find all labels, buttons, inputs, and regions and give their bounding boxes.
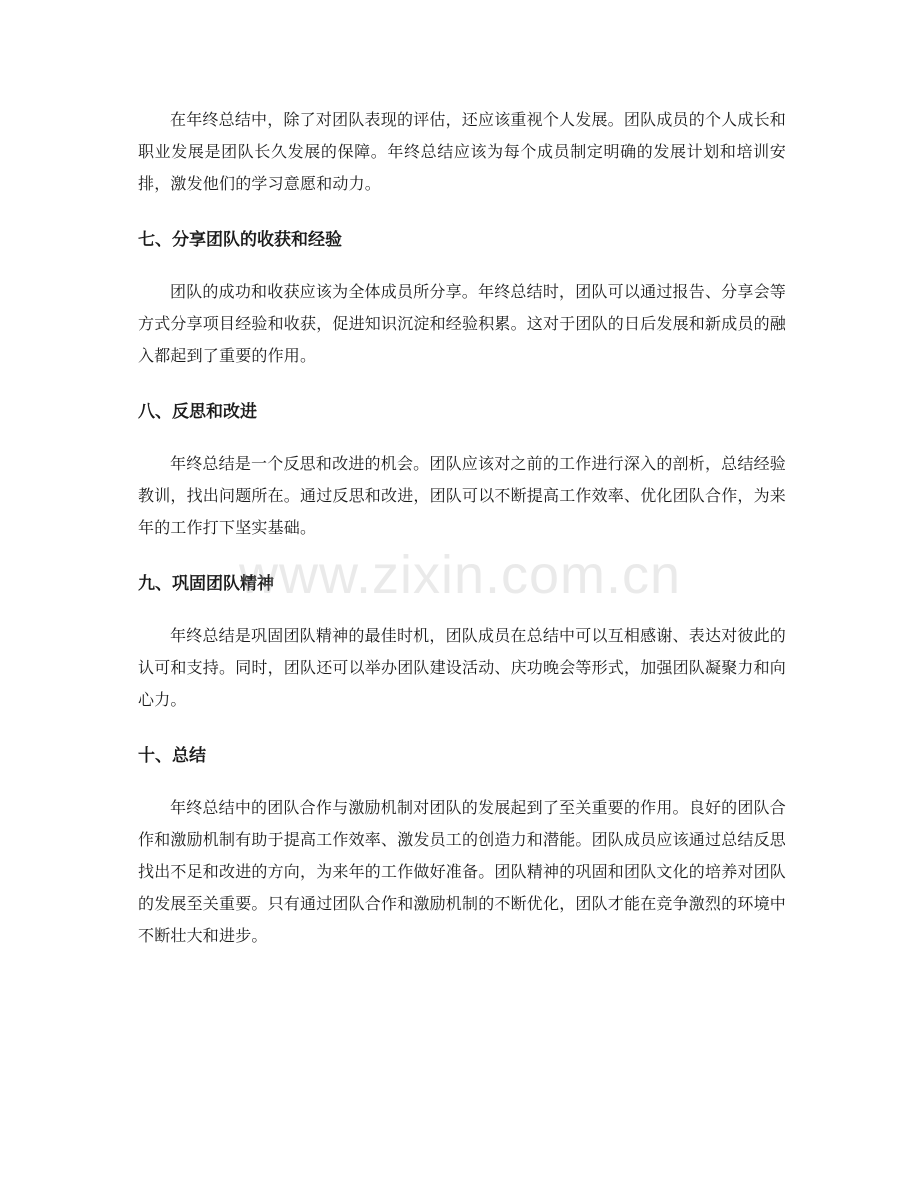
section-paragraph-7: 团队的成功和收获应该为全体成员所分享。年终总结时，团队可以通过报告、分享会等方式分享项目经验和收获，促进知识沉淀和经验积累。这对于团队的日后发展和新成员的融入都起到了重要的作用。 [138,282,787,365]
section-paragraph-8: 年终总结是一个反思和改进的机会。团队应该对之前的工作进行深入的剖析，总结经验教训，找出问题所在。通过反思和改进，团队可以不断提高工作效率、优化团队合作，为来年的工作打下坚实基础。 [138,454,787,537]
document-body [138,104,786,952]
section-paragraph-10: 年终总结中的团队合作与激励机制对团队的发展起到了至关重要的作用。良好的团队合作和激励机制有助于提高工作效率、激发员工的创造力和潜能。团队成员应该通过总结反思找出不足和改进的方向，为来年的工作做好准备。团队精神的巩固和团队文化的培养对团队的发展至关重要。只有通过团队合作和激励机制的不断优化，团队才能在竞争激烈的环境中不断壮大和进步。 [138,798,787,945]
intro-paragraph: 在年终总结中，除了对团队表现的评估，还应该重视个人发展。团队成员的个人成长和职业发展是团队长久发展的保障。年终总结应该为每个成员制定明确的发展计划和培训安排，激发他们的学习意愿和动力。 [138,110,786,193]
section-heading-8: 八、反思和改进 [138,402,257,422]
section-heading-7: 七、分享团队的收获和经验 [138,230,342,250]
section-heading-10: 十、总结 [138,746,206,766]
section-heading-9: 九、巩固团队精神 [138,574,274,594]
section-paragraph-9: 年终总结是巩固团队精神的最佳时机，团队成员在总结中可以互相感谢、表达对彼此的认可和支持。同时，团队还可以举办团队建设活动、庆功晚会等形式，加强团队凝聚力和向心力。 [138,626,787,709]
watermark: www.zixin.com.cn [238,545,682,605]
